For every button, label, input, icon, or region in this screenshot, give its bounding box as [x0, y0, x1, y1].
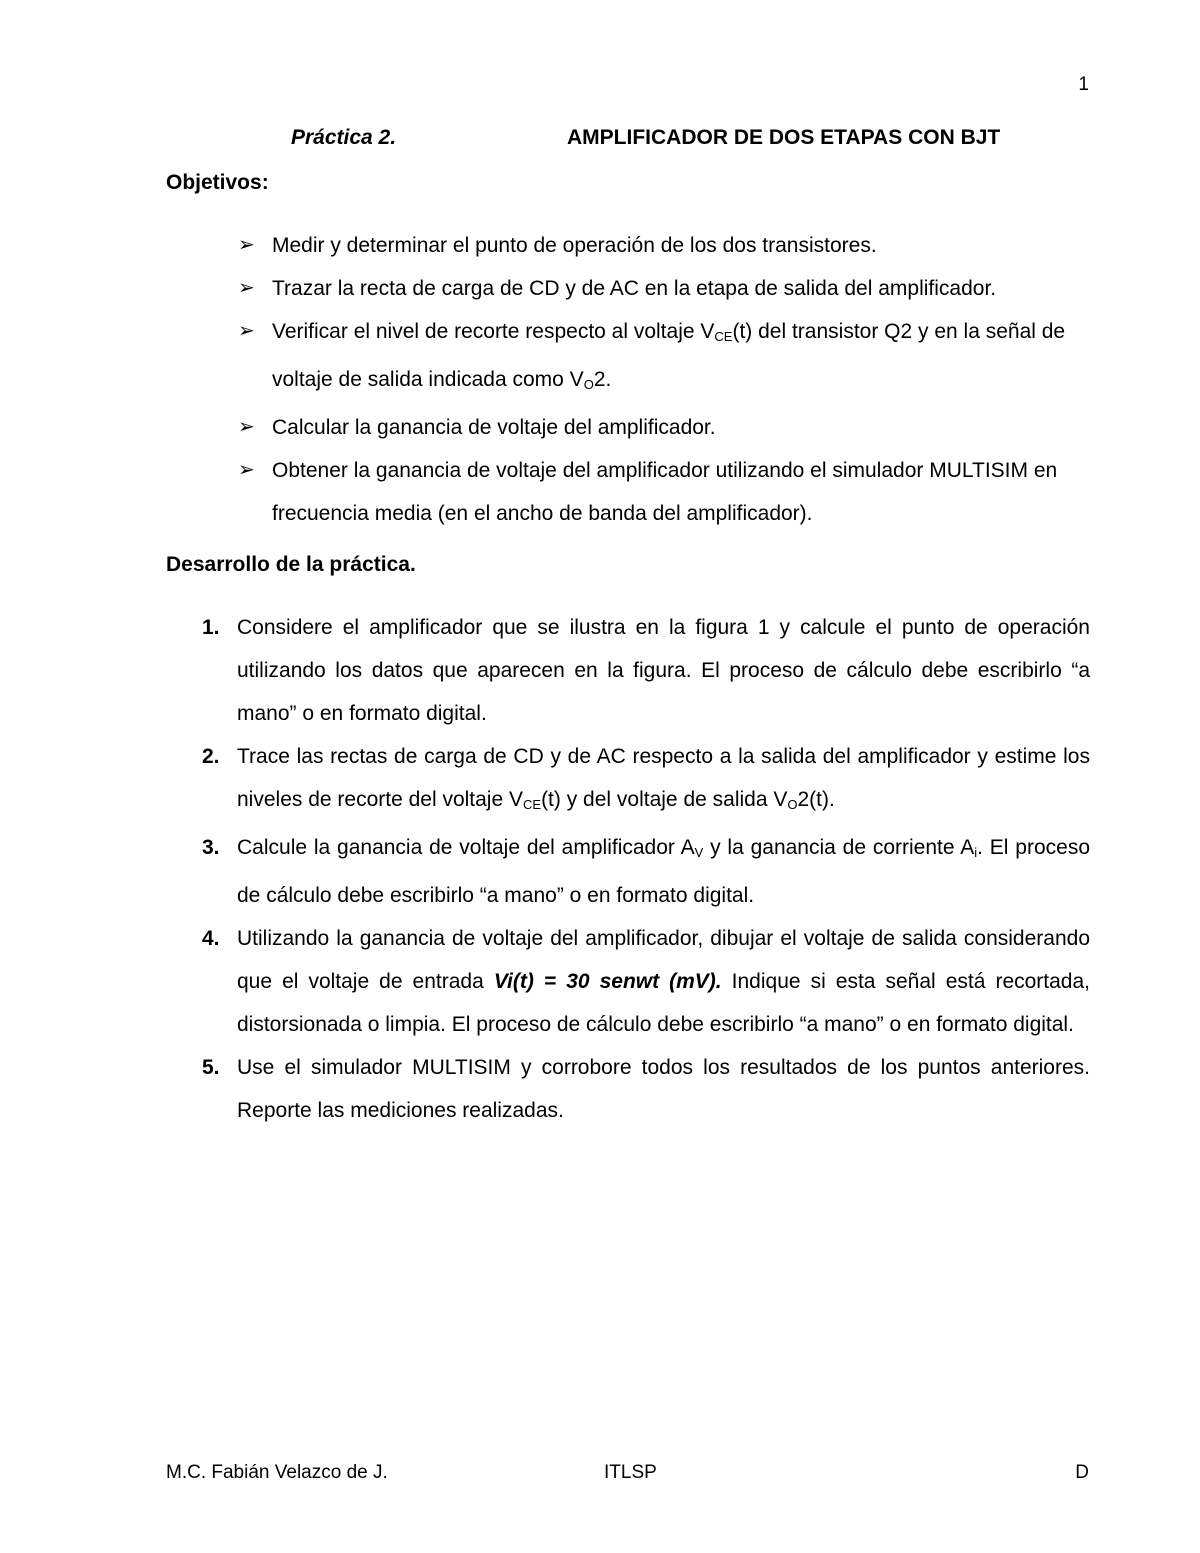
- step-item: [166, 826, 1090, 917]
- practice-number: Práctica 2.: [291, 126, 397, 149]
- step-item: [166, 606, 1090, 735]
- objective-item: [166, 449, 1090, 535]
- objective-text: Calcular la ganancia de voltaje del amplificador.: [272, 416, 716, 439]
- footer-letter: D: [1075, 1462, 1089, 1483]
- step-text: Trace las rectas de carga de CD y de AC respecto a la salida del amplificador y estime los niveles de recorte del voltaje $V_{CE}(t)$ y del voltaje de salida $V_O2(t)$.: [237, 745, 1090, 812]
- objective-item: [166, 224, 1090, 267]
- steps-list: [166, 606, 1090, 1132]
- footer-author: M.C. Fabián Velazco de J.: [166, 1462, 388, 1483]
- step-number: 1.: [202, 616, 220, 639]
- objective-item: [166, 310, 1090, 406]
- input-voltage-expression: Vi(t) = 30 senwt (mV).: [493, 970, 722, 993]
- objective-text: Trazar la recta de carga de CD y de AC en la etapa de salida del amplificador.: [272, 277, 997, 300]
- practice-title: AMPLIFICADOR DE DOS ETAPAS CON BJT: [567, 126, 1001, 149]
- step-number: 5.: [202, 1056, 220, 1079]
- objective-text: Medir y determinar el punto de operación de los dos transistores.: [272, 234, 877, 257]
- arrow-bullet-icon: ➢: [238, 459, 255, 481]
- step-item: [166, 1046, 1090, 1132]
- objective-text: Obtener la ganancia de voltaje del amplificador utilizando el simulador MULTISIM en frecuencia media (en el ancho de banda del amplificador).: [272, 459, 1058, 525]
- step-item: [166, 735, 1090, 826]
- subscript: CE: [714, 329, 733, 344]
- footer-institution: ITLSP: [604, 1462, 657, 1483]
- step-number: 2.: [202, 745, 220, 768]
- arrow-bullet-icon: ➢: [238, 416, 255, 438]
- step-text: Use el simulador MULTISIM y corrobore todos los resultados de los puntos anteriores. Reporte las mediciones realizadas.: [237, 1056, 1090, 1122]
- step-number: 3.: [202, 836, 220, 859]
- objective-item: [166, 267, 1090, 310]
- subscript: O: [787, 797, 798, 812]
- step-text: Calcule la ganancia de voltaje del amplificador $A_V$ y la ganancia de corriente $A_i$. El proceso de cálculo debe escribirlo “a mano” o en formato digital.: [237, 836, 1091, 907]
- subscript: CE: [523, 797, 542, 812]
- step-text: Utilizando la ganancia de voltaje del amplificador, dibujar el voltaje de salida considerando que el voltaje de entrada Vi(t) = 30 senwt (mV). Indique si esta señal está recortada, distorsionada o limpia. El proceso de cálculo debe escribirlo “a mano” o en formato digital.: [237, 927, 1091, 1036]
- step-item: [166, 917, 1090, 1046]
- objective-text: Verificar el nivel de recorte respecto al voltaje $V_{CE}(t)$ del transistor Q2 y en la señal de voltaje de salida indicada como $V_O2$.: [272, 320, 1066, 392]
- subscript: V: [694, 845, 704, 860]
- step-number: 4.: [202, 927, 220, 950]
- arrow-bullet-icon: ➢: [238, 320, 255, 342]
- page-number: 1: [1078, 74, 1089, 95]
- arrow-bullet-icon: ➢: [238, 277, 255, 299]
- objectives-list: [166, 224, 1090, 535]
- subscript: O: [583, 377, 594, 392]
- objective-item: [166, 406, 1090, 449]
- step-text: Considere el amplificador que se ilustra en la figura 1 y calcule el punto de operación utilizando los datos que aparecen en la figura. El proceso de cálculo debe escribirlo “a mano” o en formato digital.: [237, 616, 1090, 725]
- arrow-bullet-icon: ➢: [238, 234, 255, 256]
- development-heading: Desarrollo de la práctica.: [166, 553, 416, 576]
- objectives-heading: Objetivos:: [166, 171, 269, 194]
- subscript: i: [974, 845, 978, 860]
